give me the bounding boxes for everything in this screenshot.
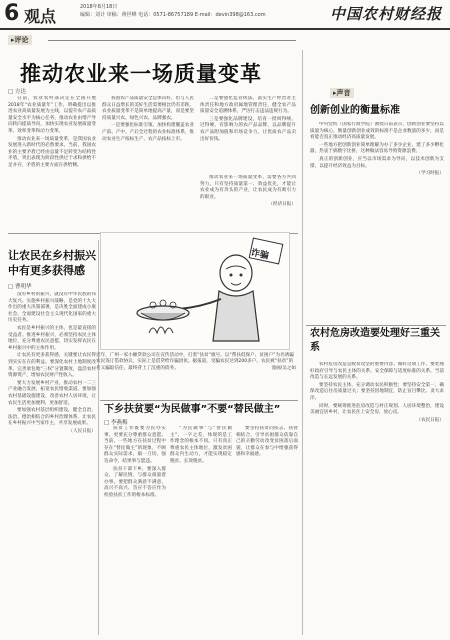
cartoon-sign-label: 诈骗 [249, 248, 270, 262]
main-col-2 [102, 96, 194, 231]
right2-headline: 农村危房改造要处理好三重关系 [310, 328, 440, 353]
paragraph: 要大力发展乡村产业，推动农村一二三产业融合发展，拓宽农民增收渠道。要加强农村基础设施建设，改善农村人居环境，让农民生活更加便利、更加舒适。 [8, 380, 96, 406]
paragraph: 一是要强化标准引领。加快构建覆盖农业产前、产中、产后全过程的农业标准体系，推动农业生产按标生产、农产品按标上市。 [102, 123, 194, 142]
tag-divider [48, 40, 296, 41]
caption-text: 近年，广州一家小额贷款公司在宣传活动中，打着“扶贫”旗号，以“帮扶低保户、贫困户”为名诱骗农民签订借款协议，实际上是借贷给诈骗团伙。据报道，受骗农民达到200多户。农民被“扶贫”的名义骗取信任，最终背上了沉重的债务。 [96, 353, 294, 371]
paragraph: 农村危房改造是脱贫攻坚的重要内容。做好这项工作，要处理好政府引导与农民主体的关系、安全保障与适度标准的关系、当前改造与长远发展的关系。 [310, 362, 444, 381]
right1-body [310, 122, 444, 300]
masthead-logo: 中国农村财经报 [329, 5, 442, 23]
editor-line: 编辑：刘计 审稿：蒋世峰 [80, 12, 137, 18]
article3-divider [100, 400, 298, 401]
main-author: □ 方达 [8, 89, 26, 95]
right2-body [310, 362, 444, 635]
email-line: E-mail：devin398@163.com [194, 12, 266, 18]
cartoon-illustration [100, 232, 290, 350]
paragraph: 推动农业来一场质量变革，是我国农业发展进入新时代的必然要求。当前，我国农业的主要矛盾已经由总量不足转变为结构性矛盾，突出表现为阶段性供过于求和供给不足并存，矛盾的主要方面在供给侧。 [8, 136, 96, 168]
right-divider [306, 325, 446, 326]
article2-body [8, 292, 96, 635]
page-number: 6 [4, 1, 20, 26]
paragraph: 一些地方把创新创业简单理解为办了多少企业、建了多少孵化器，热衷于搞数字比拼，这种做法容易导致资源浪费。 [310, 142, 444, 155]
article3-col-3 [236, 426, 298, 635]
article3-headline: 下乡扶贫要“为民做事”不要“替民做主” [104, 404, 281, 415]
article3-col-2 [170, 426, 232, 635]
section-name: 观点 [24, 7, 57, 26]
paragraph: 让农民有更多获得感，关键要让农民得到实实在在的利益。要深化农村土地制度改革，完善承包地“三权”分置制度，盘活农村资源资产，增加农民财产性收入。 [8, 353, 96, 379]
main-col-3b [200, 175, 296, 231]
paragraph: 要坚持扶贫同扶志、扶智相结合，引导贫困群众依靠自己的辛勤劳动改变贫困落后面貌，让群众在参与中增强获得感和幸福感。 [236, 426, 298, 458]
right1-headline: 创新创业的衡量标准 [310, 105, 400, 116]
voice-tag: ▸声音 [330, 88, 354, 98]
phone-line: 电话：0571-86757189 [138, 12, 194, 18]
viewpoint-tag: ▸评论 [8, 35, 32, 45]
issue-date: 2018年8月18日 [80, 4, 118, 10]
header-meta [80, 3, 310, 19]
article2-divider [98, 240, 99, 635]
right2-source: （农民日报） [416, 417, 444, 423]
article3-col-1 [104, 426, 166, 635]
main-source: （经济日报） [268, 202, 296, 208]
article2-headline: 让农民在乡村振兴中有更多获得感 [8, 249, 96, 277]
paragraph: 扶贫工作既要为民办实事，更要充分尊重群众意愿。当前，一些地方在扶贫过程中存在“替民做主”的现象，不顾群众实际需求，搞一刀切、强迫命令，结果事与愿违。 [104, 426, 166, 464]
paragraph: 三是要强化品牌建设。培育一批叫得响、过得硬、有影响力的农产品品牌，以品牌提升农产品附加值和市场竞争力，让优质农产品卖出好价钱。 [200, 116, 296, 142]
paragraph: 扶贫干部下乡，要深入群众、了解民情，与群众商量着办事。要把群众满意不满意、高兴不高兴、答应不答应作为检验扶贫工作的根本标准。 [104, 466, 166, 498]
paragraph: 中央党校（国家行政学院）教授日前表示，创新创业要坚持以质量为核心，衡量创新创业成效的标准不是企业数量的多少，而是看能否真正推动经济高质量发展。 [310, 122, 444, 141]
cartoon-credit: 漫画/吴之如 [271, 365, 296, 371]
paragraph: 没有乡村的振兴，就没有中华民族的伟大复兴。实施乡村振兴战略，是党的十九大作出的重大决策部署，是决胜全面建成小康社会、全面建设社会主义现代化国家的重大历史任务。 [8, 292, 96, 324]
paragraph: 农民是乡村振兴的主体，也是最直接的受益者。推进乡村振兴，必须坚持农民主体地位，充分尊重农民意愿，切实发挥农民在乡村振兴中的主体作用。 [8, 325, 96, 351]
right1-source: （学习时报） [416, 171, 444, 177]
paragraph: 我国农产品质量安全总体向好，但与人民群众日益增长的美好生活需要相比仍有差距。农业质量变革不是简单地提高产量，而是要坚持质量兴农、绿色兴农、品牌强农。 [102, 96, 194, 121]
paragraph: 推动农业来一场质量变革，需要各方共同努力。只有坚持质量第一、效益优先，才能让农业成为有奔头的产业，让农民成为有吸引力的职业。 [200, 175, 296, 200]
article2-author: □ 曹明华 [8, 284, 32, 290]
paragraph: 同时，要统筹推进危房改造与村庄规划、人居环境整治，建设美丽宜居乡村，让农民住上安全房、放心房。 [310, 403, 444, 416]
paragraph: “为民做事”与“替民做主”，一字之差，体现的是工作理念的根本不同。只有真正尊重农民主体地位，激发贫困群众内生动力，才能实现稳定脱贫、长效脱贫。 [170, 426, 232, 464]
article3-author: □ 李燕梅 [104, 420, 128, 426]
paragraph: 二是要强化监管执法。落实生产经营者主体责任和地方政府属地管理责任，健全农产品质量安全追溯体系，严厉打击违法违规行为。 [200, 96, 296, 115]
paragraph: 要加强农村基层组织建设，健全自治、法治、德治相结合的乡村治理体系，让农民在乡村振兴中当家作主，共享发展成果。 [8, 408, 96, 427]
article2-source: （人民日报） [68, 428, 96, 434]
column-divider [302, 50, 303, 635]
main-col-1 [8, 96, 96, 231]
paragraph: 要坚持农民主体，充分调动农民积极性；要坚持安全第一，确保改造后住房质量过关；要坚持因地制宜，防止盲目攀比、贪大求洋。 [310, 382, 444, 401]
paragraph: 日前，农业农村部决定在全国开展2018年“农业质量年”工作，明确提出以推进农业高质量发展为主线，以提升农产品质量安全水平为核心任务，推动农业由增产导向转向提质导向，加快实现农业发展质量变革、效率变革和动力变革。 [8, 96, 96, 134]
main-headline: 推动农业来一场质量变革 [20, 62, 262, 86]
cartoon-caption [96, 353, 296, 372]
paragraph: 真正的创新创业，应当以市场需求为导向，以技术创新为支撑，以提升经济效益为目标。 [310, 156, 444, 169]
